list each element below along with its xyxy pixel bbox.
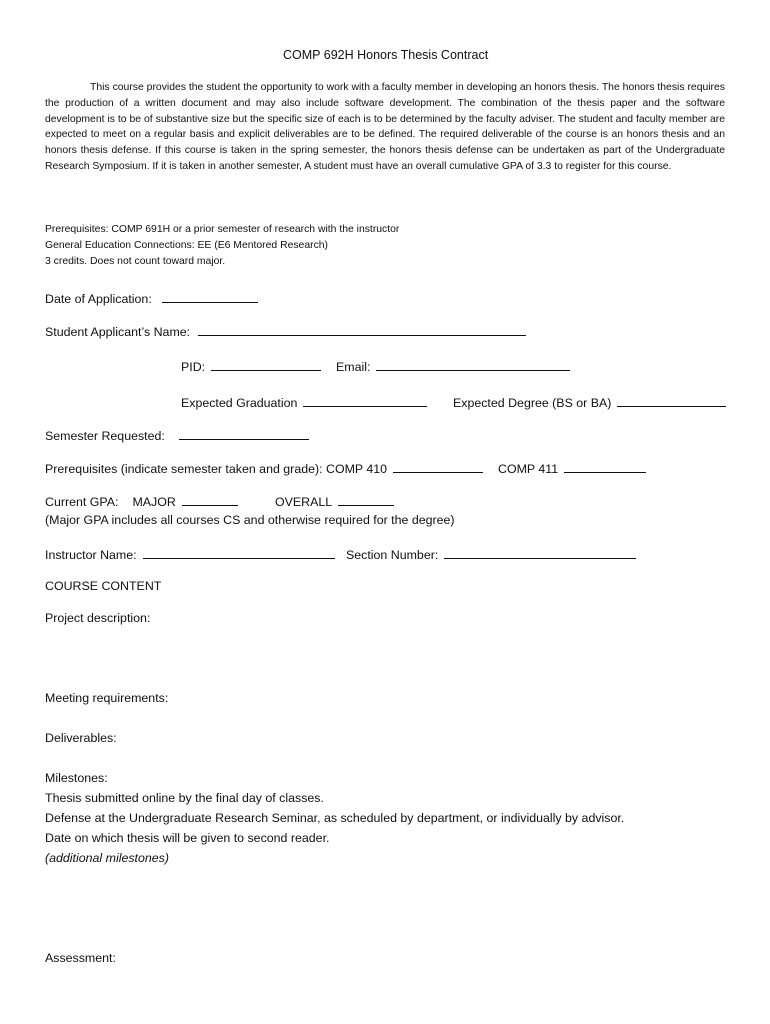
intro-paragraph bbox=[45, 80, 725, 175]
assessment-label: Assessment: bbox=[45, 951, 116, 965]
major-label: MAJOR bbox=[132, 495, 176, 509]
milestones-label: Milestones: bbox=[45, 771, 108, 785]
additional-milestones: (additional milestones) bbox=[45, 851, 169, 865]
degree-label: Expected Degree (BS or BA) bbox=[453, 396, 612, 410]
page-title: COMP 692H Honors Thesis Contract bbox=[283, 48, 489, 62]
comp410-field[interactable] bbox=[393, 460, 483, 473]
semester-row bbox=[45, 427, 309, 443]
overall-label: OVERALL bbox=[275, 495, 333, 509]
section-field[interactable] bbox=[444, 546, 636, 559]
prereq-grades-row bbox=[45, 460, 483, 476]
graduation-row bbox=[181, 394, 427, 410]
semester-label: Semester Requested: bbox=[45, 429, 165, 443]
gpa-label: Current GPA: bbox=[45, 495, 119, 509]
email-field[interactable] bbox=[376, 358, 570, 371]
degree-row bbox=[453, 394, 726, 410]
intro-text: This course provides the student the opportunity to work with a faculty member in developing an honors thesis. The honors thesis requires the production of a written document and may also include software development. The combination of the thesis paper and the software development is to be of substantive size but the specific size of each is to be determined by the faculty adviser. The student and faculty member are expected to meet on a regular basis and explicit deliverables are to be defined. The required deliverable of the course is an honors thesis and an honors thesis defense. If this course is taken in the spring semester, the honors thesis defense can be undertaken as part of the Undergraduate Research Symposium. If it is taken in another semester, A student must have an overall cumulative GPA of 3.3 to register for this course. bbox=[45, 82, 725, 172]
course-content-heading: COURSE CONTENT bbox=[45, 579, 162, 593]
gen-ed-line: General Education Connections: EE (E6 Mentored Research) bbox=[45, 240, 329, 251]
instructor-row bbox=[45, 546, 335, 562]
prerequisites-line: Prerequisites: COMP 691H or a prior semester of research with the instructor bbox=[45, 224, 400, 235]
instructor-label: Instructor Name: bbox=[45, 548, 137, 562]
graduation-field[interactable] bbox=[303, 394, 427, 407]
degree-field[interactable] bbox=[617, 394, 726, 407]
instructor-field[interactable] bbox=[143, 546, 335, 559]
email-label: Email: bbox=[336, 360, 371, 374]
name-field[interactable] bbox=[198, 323, 526, 336]
pid-field[interactable] bbox=[211, 358, 321, 371]
pid-label: PID: bbox=[181, 360, 206, 374]
pid-row bbox=[181, 358, 321, 374]
name-label: Student Applicant’s Name: bbox=[45, 325, 191, 339]
graduation-label: Expected Graduation bbox=[181, 396, 298, 410]
date-field[interactable] bbox=[162, 290, 258, 303]
deliverables-label: Deliverables: bbox=[45, 731, 117, 745]
name-row bbox=[45, 323, 526, 339]
gpa-note: (Major GPA includes all courses CS and otherwise required for the degree) bbox=[45, 513, 455, 527]
email-row bbox=[336, 358, 570, 374]
date-label: Date of Application: bbox=[45, 292, 152, 306]
overall-gpa-field[interactable] bbox=[338, 493, 394, 506]
date-row bbox=[45, 290, 258, 306]
comp411-label: COMP 411 bbox=[498, 462, 559, 476]
section-label: Section Number: bbox=[346, 548, 439, 562]
milestone-item: Date on which thesis will be given to second reader. bbox=[45, 831, 330, 845]
credits-line: 3 credits. Does not count toward major. bbox=[45, 256, 226, 267]
gpa-row bbox=[45, 493, 238, 509]
project-description-label: Project description: bbox=[45, 611, 151, 625]
semester-field[interactable] bbox=[179, 427, 309, 440]
section-row bbox=[346, 546, 636, 562]
milestone-item: Thesis submitted online by the final day of classes. bbox=[45, 791, 324, 805]
comp411-row bbox=[498, 460, 646, 476]
overall-row bbox=[275, 493, 394, 509]
prereq-grades-label: Prerequisites (indicate semester taken and grade): COMP 410 bbox=[45, 462, 388, 476]
milestone-item: Defense at the Undergraduate Research Seminar, as scheduled by department, or individually by advisor. bbox=[45, 811, 625, 825]
comp411-field[interactable] bbox=[564, 460, 646, 473]
meeting-requirements-label: Meeting requirements: bbox=[45, 691, 169, 705]
major-gpa-field[interactable] bbox=[182, 493, 238, 506]
